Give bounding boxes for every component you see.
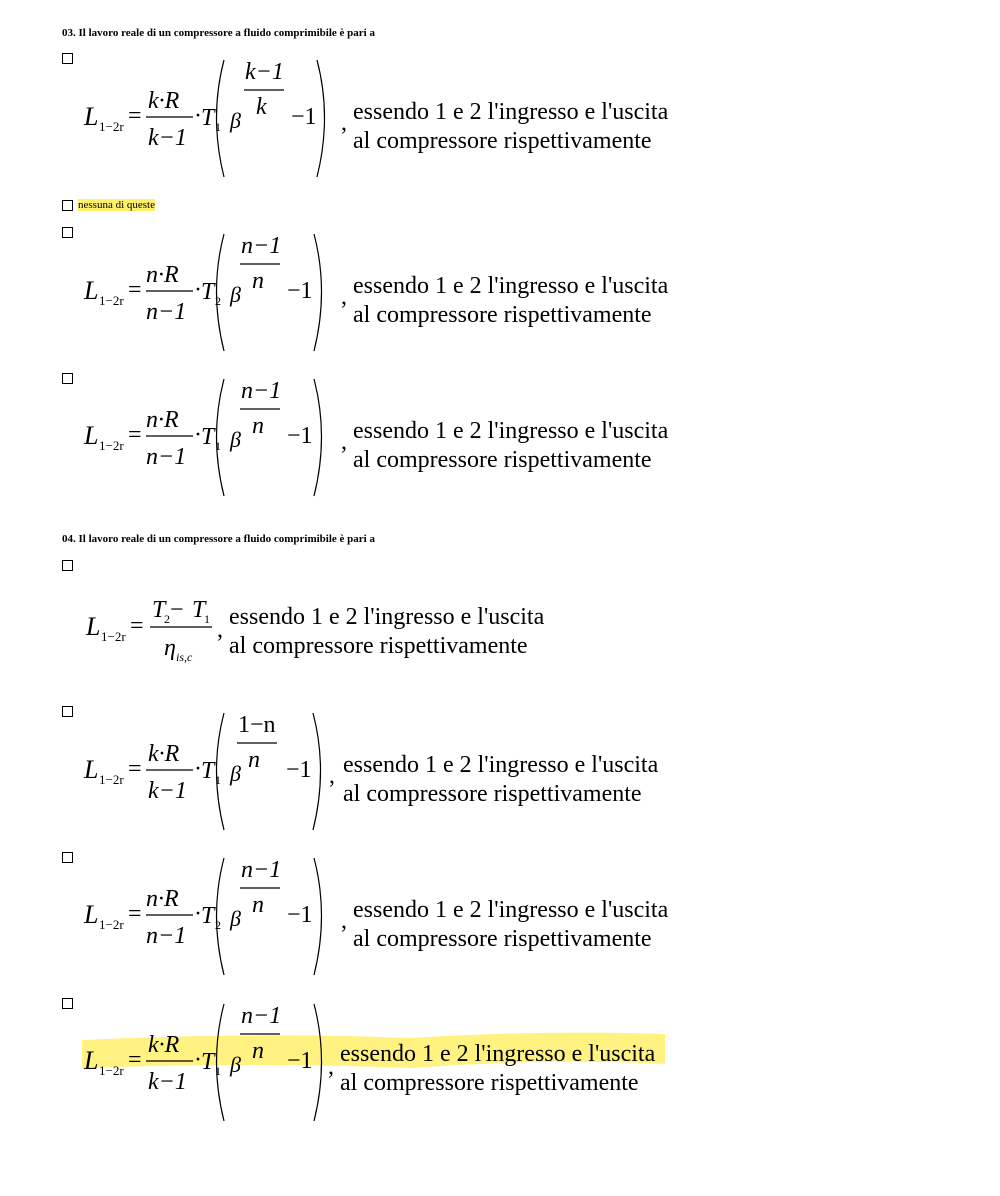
formula-description-line1: essendo 1 e 2 l'ingresso e l'uscita [229,604,545,630]
formula-description-line2: al compressore rispettivamente [229,633,528,659]
formula-minus-one: −1 [286,757,312,783]
formula-numerator-term-a: T [152,597,166,623]
formula-numerator-operator: − [170,597,184,623]
formula-symbol-L: L [84,276,99,305]
formula-description-line1: essendo 1 e 2 l'ingresso e l'uscita [353,273,669,299]
formula-temperature-subscript: 2 [215,918,221,932]
formula-exponent-numerator: n−1 [241,233,282,259]
formula-numerator-term-b-subscript: 1 [204,612,210,626]
option-checkbox[interactable] [62,998,73,1009]
formula-denominator-subscript: is,c [176,650,193,664]
formula-temperature-subscript: 1 [215,120,221,134]
formula-lhs-subscript: 1−2r [99,293,124,308]
formula-coefficient-denominator: k−1 [148,1069,187,1095]
formula-equals: = [130,613,144,639]
highlighted-answer-text: nessuna di queste [78,199,155,211]
formula-dot: · [194,103,202,129]
formula-description-line1: essendo 1 e 2 l'ingresso e l'uscita [340,1041,656,1067]
formula-coefficient-numerator: n·R [146,886,179,912]
formula-comma: , [341,908,347,934]
option-formula [80,850,740,990]
formula-exponent-numerator: n−1 [241,1003,282,1029]
formula-minus-one: −1 [291,104,317,130]
formula-exponent-denominator: n [248,747,260,773]
formula-lhs-subscript: 1−2r [99,917,124,932]
formula-exponent-numerator: n−1 [241,378,282,404]
formula-symbol-beta: β [230,282,241,307]
formula-temperature-subscript: 1 [215,439,221,453]
formula-description-line1: essendo 1 e 2 l'ingresso e l'uscita [353,418,669,444]
formula-exponent-denominator: n [252,268,264,294]
formula-exponent-numerator: k−1 [245,59,284,85]
option-checkbox[interactable] [62,706,73,717]
formula-minus-one: −1 [287,423,313,449]
option-formula [80,705,740,845]
formula-coefficient-numerator: k·R [148,1032,180,1058]
formula-symbol-L: L [84,1046,99,1075]
formula-equals: = [128,1047,142,1073]
formula-temperature-subscript: 1 [215,1064,221,1078]
formula-comma: , [341,284,347,310]
option-checkbox[interactable] [62,200,73,211]
question-04-title: 04. Il lavoro reale di un compressore a fluido comprimibile è pari a [62,533,375,545]
option-checkbox[interactable] [62,53,73,64]
option-formula-highlighted [80,996,740,1136]
option-checkbox[interactable] [62,852,73,863]
option-formula [80,52,740,192]
formula-dot: · [194,422,202,448]
option-formula [80,585,640,695]
formula-symbol-beta: β [230,108,241,133]
formula-symbol-T: T [201,903,215,929]
formula-coefficient-denominator: k−1 [148,778,187,804]
formula-exponent-denominator: n [252,413,264,439]
option-formula [80,371,740,511]
formula-symbol-L: L [84,102,99,131]
formula-symbol-T: T [201,758,215,784]
formula-lhs-subscript: 1−2r [99,438,124,453]
formula-description-line2: al compressore rispettivamente [353,447,652,473]
formula-lhs-subscript: 1−2r [99,1063,124,1078]
formula-numerator-term-a-subscript: 2 [164,612,170,626]
formula-minus-one: −1 [287,278,313,304]
formula-symbol-beta: β [230,1052,241,1077]
formula-dot: · [194,901,202,927]
formula-symbol-L: L [86,612,101,641]
formula-coefficient-numerator: n·R [146,262,179,288]
formula-symbol-L: L [84,755,99,784]
formula-description-line2: al compressore rispettivamente [343,781,642,807]
formula-lhs-subscript: 1−2r [99,772,124,787]
formula-comma: , [217,617,223,643]
formula-exponent-numerator: 1−n [238,712,276,738]
formula-description-line2: al compressore rispettivamente [340,1070,639,1096]
formula-exponent-numerator: n−1 [241,857,282,883]
formula-coefficient-numerator: k·R [148,88,180,114]
formula-coefficient-numerator: n·R [146,407,179,433]
formula-coefficient-denominator: n−1 [146,923,187,949]
formula-exponent-denominator: k [256,94,267,120]
formula-symbol-T: T [201,424,215,450]
formula-symbol-L: L [84,900,99,929]
formula-description-line1: essendo 1 e 2 l'ingresso e l'uscita [343,752,659,778]
formula-symbol-beta: β [230,906,241,931]
option-checkbox[interactable] [62,560,73,571]
formula-equals: = [128,422,142,448]
formula-numerator-term-b: T [192,597,206,623]
formula-minus-one: −1 [287,902,313,928]
formula-symbol-L: L [84,421,99,450]
formula-comma: , [328,1054,334,1080]
formula-lhs-subscript: 1−2r [99,119,124,134]
formula-dot: · [194,277,202,303]
formula-dot: · [194,1047,202,1073]
formula-temperature-subscript: 2 [215,294,221,308]
formula-symbol-T: T [201,105,215,131]
formula-description-line2: al compressore rispettivamente [353,302,652,328]
formula-temperature-subscript: 1 [215,773,221,787]
formula-denominator: η [164,635,176,661]
formula-equals: = [128,901,142,927]
formula-coefficient-numerator: k·R [148,741,180,767]
formula-comma: , [329,763,335,789]
formula-lhs-subscript: 1−2r [101,629,126,644]
formula-comma: , [341,110,347,136]
formula-symbol-beta: β [230,427,241,452]
formula-coefficient-denominator: k−1 [148,125,187,151]
formula-coefficient-denominator: n−1 [146,299,187,325]
formula-dot: · [194,756,202,782]
formula-equals: = [128,756,142,782]
formula-description-line2: al compressore rispettivamente [353,128,652,154]
option-checkbox[interactable] [62,373,73,384]
formula-description-line1: essendo 1 e 2 l'ingresso e l'uscita [353,897,669,923]
formula-symbol-beta: β [230,761,241,786]
question-03-title: 03. Il lavoro reale di un compressore a fluido comprimibile è pari a [62,27,375,39]
option-checkbox[interactable] [62,227,73,238]
formula-comma: , [341,429,347,455]
formula-symbol-T: T [201,1049,215,1075]
formula-description-line1: essendo 1 e 2 l'ingresso e l'uscita [353,99,669,125]
formula-equals: = [128,277,142,303]
formula-equals: = [128,103,142,129]
formula-description-line2: al compressore rispettivamente [353,926,652,952]
option-text [78,199,155,211]
formula-minus-one: −1 [287,1048,313,1074]
formula-coefficient-denominator: n−1 [146,444,187,470]
formula-exponent-denominator: n [252,1038,264,1064]
formula-exponent-denominator: n [252,892,264,918]
option-formula [80,226,740,366]
formula-symbol-T: T [201,279,215,305]
